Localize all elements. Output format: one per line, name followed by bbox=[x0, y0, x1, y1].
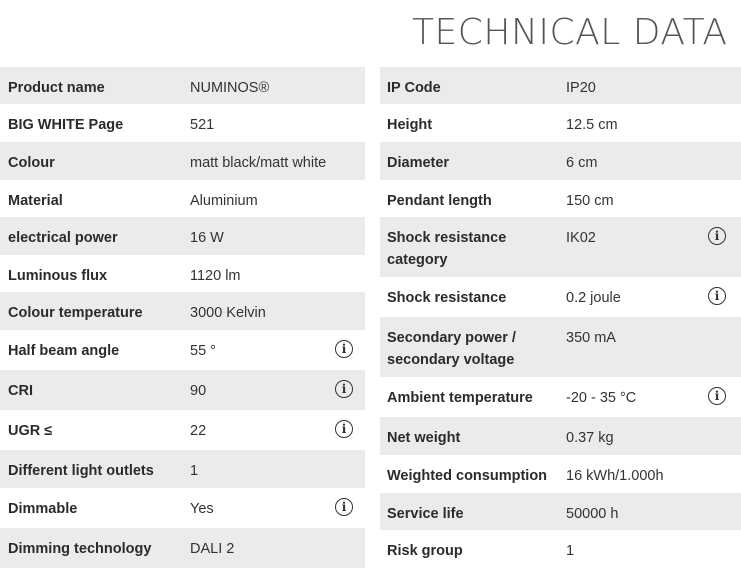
table-row bbox=[380, 180, 741, 217]
row-label: BIG WHITE Page bbox=[8, 117, 124, 133]
row-label: Shock resistance category bbox=[387, 230, 507, 268]
table-row bbox=[0, 410, 365, 450]
row-value: 16 kWh/1.000h bbox=[566, 468, 664, 484]
table-row bbox=[0, 67, 365, 104]
table-row bbox=[0, 142, 365, 180]
row-label: Net weight bbox=[387, 430, 461, 446]
technical-data-left-column bbox=[0, 67, 365, 568]
row-value: 55 ° bbox=[190, 343, 216, 359]
info-icon[interactable]: i bbox=[335, 498, 353, 516]
row-label: Luminous flux bbox=[8, 268, 108, 284]
row-label: Weighted consumption bbox=[387, 468, 548, 484]
row-label: Dimmable bbox=[8, 501, 78, 517]
row-value: matt black/matt white bbox=[190, 155, 327, 171]
row-value: Yes bbox=[190, 501, 214, 517]
row-label: Pendant length bbox=[387, 193, 492, 209]
row-label: Material bbox=[8, 193, 63, 209]
row-value: 6 cm bbox=[566, 155, 598, 171]
row-label: CRI bbox=[8, 383, 33, 399]
info-icon[interactable]: i bbox=[708, 287, 726, 305]
table-row bbox=[0, 104, 365, 142]
table-row bbox=[0, 330, 365, 370]
row-label: Secondary power / secondary voltage bbox=[387, 330, 516, 368]
table-row bbox=[0, 217, 365, 255]
row-value: 22 bbox=[190, 423, 207, 439]
table-row bbox=[380, 493, 741, 530]
row-value: IK02 bbox=[566, 230, 596, 246]
table-row bbox=[0, 488, 365, 528]
row-value: 0.2 joule bbox=[566, 290, 621, 306]
info-icon[interactable]: i bbox=[708, 387, 726, 405]
table-row bbox=[0, 528, 365, 568]
table-row bbox=[380, 455, 741, 493]
row-label: IP Code bbox=[387, 80, 441, 96]
row-value: 3000 Kelvin bbox=[190, 305, 266, 321]
table-row bbox=[380, 277, 741, 317]
technical-data-right-column bbox=[380, 67, 741, 568]
table-row bbox=[380, 217, 741, 277]
row-label: Half beam angle bbox=[8, 343, 120, 359]
row-label: Risk group bbox=[387, 543, 463, 559]
table-row bbox=[0, 292, 365, 330]
row-value: -20 - 35 °C bbox=[566, 390, 637, 406]
table-row bbox=[380, 104, 741, 142]
table-row bbox=[0, 450, 365, 488]
row-value: 1 bbox=[566, 543, 575, 559]
table-row bbox=[0, 370, 365, 410]
table-row bbox=[380, 377, 741, 417]
row-label: Different light outlets bbox=[8, 463, 154, 479]
table-row bbox=[380, 530, 741, 568]
info-icon[interactable]: i bbox=[335, 340, 353, 358]
row-label: UGR ≤ bbox=[8, 423, 53, 439]
row-label: Colour temperature bbox=[8, 305, 143, 321]
row-value: 1120 lm bbox=[190, 268, 241, 284]
row-value: 50000 h bbox=[566, 506, 619, 522]
table-row bbox=[380, 317, 741, 377]
page-title: TECHNICAL DATA bbox=[412, 12, 728, 53]
row-label: Service life bbox=[387, 506, 464, 522]
table-row bbox=[0, 255, 365, 292]
row-value: 150 cm bbox=[566, 193, 614, 209]
row-value: 12.5 cm bbox=[566, 117, 618, 133]
info-icon[interactable]: i bbox=[335, 420, 353, 438]
row-value: 1 bbox=[190, 463, 199, 479]
info-icon[interactable]: i bbox=[335, 380, 353, 398]
table-row bbox=[0, 180, 365, 217]
row-value: Aluminium bbox=[190, 193, 258, 209]
row-value: NUMINOS® bbox=[190, 80, 270, 96]
table-row bbox=[380, 67, 741, 104]
table-row bbox=[380, 417, 741, 455]
row-label: Colour bbox=[8, 155, 55, 171]
row-value: IP20 bbox=[566, 80, 596, 96]
row-value: 16 W bbox=[190, 230, 224, 246]
row-label: Shock resistance bbox=[387, 290, 507, 306]
row-label: Product name bbox=[8, 80, 105, 96]
row-value: DALI 2 bbox=[190, 541, 235, 557]
row-value: 90 bbox=[190, 383, 207, 399]
row-value: 0.37 kg bbox=[566, 430, 614, 446]
row-value: 350 mA bbox=[566, 330, 616, 346]
table-row bbox=[380, 142, 741, 180]
row-label: Ambient temperature bbox=[387, 390, 533, 406]
row-label: Dimming technology bbox=[8, 541, 152, 557]
row-label: electrical power bbox=[8, 230, 118, 246]
row-label: Diameter bbox=[387, 155, 450, 171]
row-value: 521 bbox=[190, 117, 215, 133]
row-label: Height bbox=[387, 117, 433, 133]
info-icon[interactable]: i bbox=[708, 227, 726, 245]
